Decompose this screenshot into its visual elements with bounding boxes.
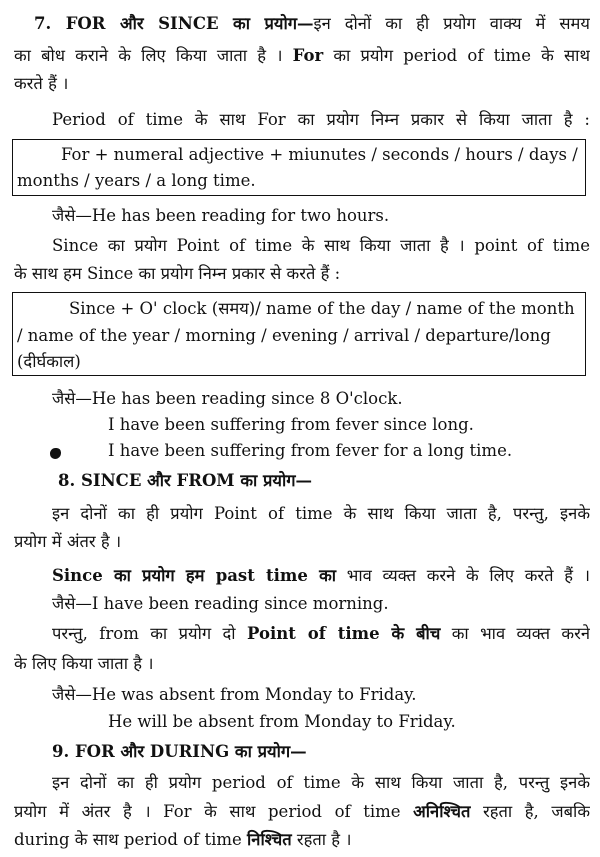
section-9-line-3: during के साथ period of time निश्चित रहता है । <box>14 830 352 849</box>
since-rule-line-2: के साथ हम Since का प्रयोग निम्न प्रकार से करते हैं : <box>14 264 341 283</box>
section-7-line-3: करते हैं । <box>14 74 69 93</box>
section-8-line-1: इन दोनों का ही प्रयोग Point of time के साथ किया जाता है, परन्तु, इनके <box>52 504 590 523</box>
for-box-line-1: For + numeral adjective + miunutes / seconds / hours / days / <box>61 145 578 164</box>
from-rule-line-2: के लिए किया जाता है । <box>14 654 154 673</box>
for-box-line-2: months / years / a long time. <box>17 171 256 190</box>
section-8-line-2: प्रयोग में अंतर है । <box>14 532 122 551</box>
from-example-1: जैसे—He was absent from Monday to Friday. <box>52 685 417 704</box>
section-7-line-1: 7. FOR और SINCE का प्रयोग—इन दोनों का ही प्रयोग वाक्य में समय <box>34 14 590 33</box>
section-9-heading: 9. FOR और DURING का प्रयोग— <box>52 742 307 761</box>
since-example-1: जैसे—He has been reading since 8 O'clock. <box>52 389 403 408</box>
section-9-line-2: प्रयोग में अंतर है । For के साथ period of time अनिश्चित रहता है, जबकि <box>14 802 590 821</box>
for-rule: Period of time के साथ For का प्रयोग निम्न प्रकार से किया जाता है : <box>52 110 590 129</box>
for-example: जैसे—He has been reading for two hours. <box>52 206 390 225</box>
since-rule-line-1: Since का प्रयोग Point of time के साथ किया जाता है । point of time <box>52 236 590 255</box>
since-example-2: I have been suffering from fever since long. <box>108 415 474 434</box>
since-box-line-3: (दीर्घकाल) <box>17 352 81 371</box>
section-8-heading: 8. SINCE और FROM का प्रयोग— <box>58 471 313 490</box>
since-box-line-2: / name of the year / morning / evening / arrival / departure/long <box>17 326 551 345</box>
since-past-rule: Since का प्रयोग हम past time का भाव व्यक्त करने के लिए करते हैं । <box>52 566 590 585</box>
since-morning-example: जैसे—I have been reading since morning. <box>52 594 389 613</box>
from-example-2: He will be absent from Monday to Friday. <box>108 712 456 731</box>
for-formula-box <box>12 139 586 196</box>
ink-blot <box>50 448 61 459</box>
section-9-line-1: इन दोनों का ही प्रयोग period of time के साथ किया जाता है, परन्तु इनके <box>52 773 590 792</box>
since-example-3: I have been suffering from fever for a long time. <box>108 441 513 460</box>
since-box-line-1: Since + O' clock (समय)/ name of the day / name of the month <box>69 299 575 318</box>
section-7-line-2: का बोध कराने के लिए किया जाता है । For का प्रयोग period of time के साथ <box>14 46 590 65</box>
from-rule-line-1: परन्तु, from का प्रयोग दो Point of time के बीच का भाव व्यक्त करने <box>52 624 590 643</box>
since-formula-box <box>12 292 586 376</box>
section-7-heading: 7. FOR और SINCE का प्रयोग— <box>34 14 314 33</box>
